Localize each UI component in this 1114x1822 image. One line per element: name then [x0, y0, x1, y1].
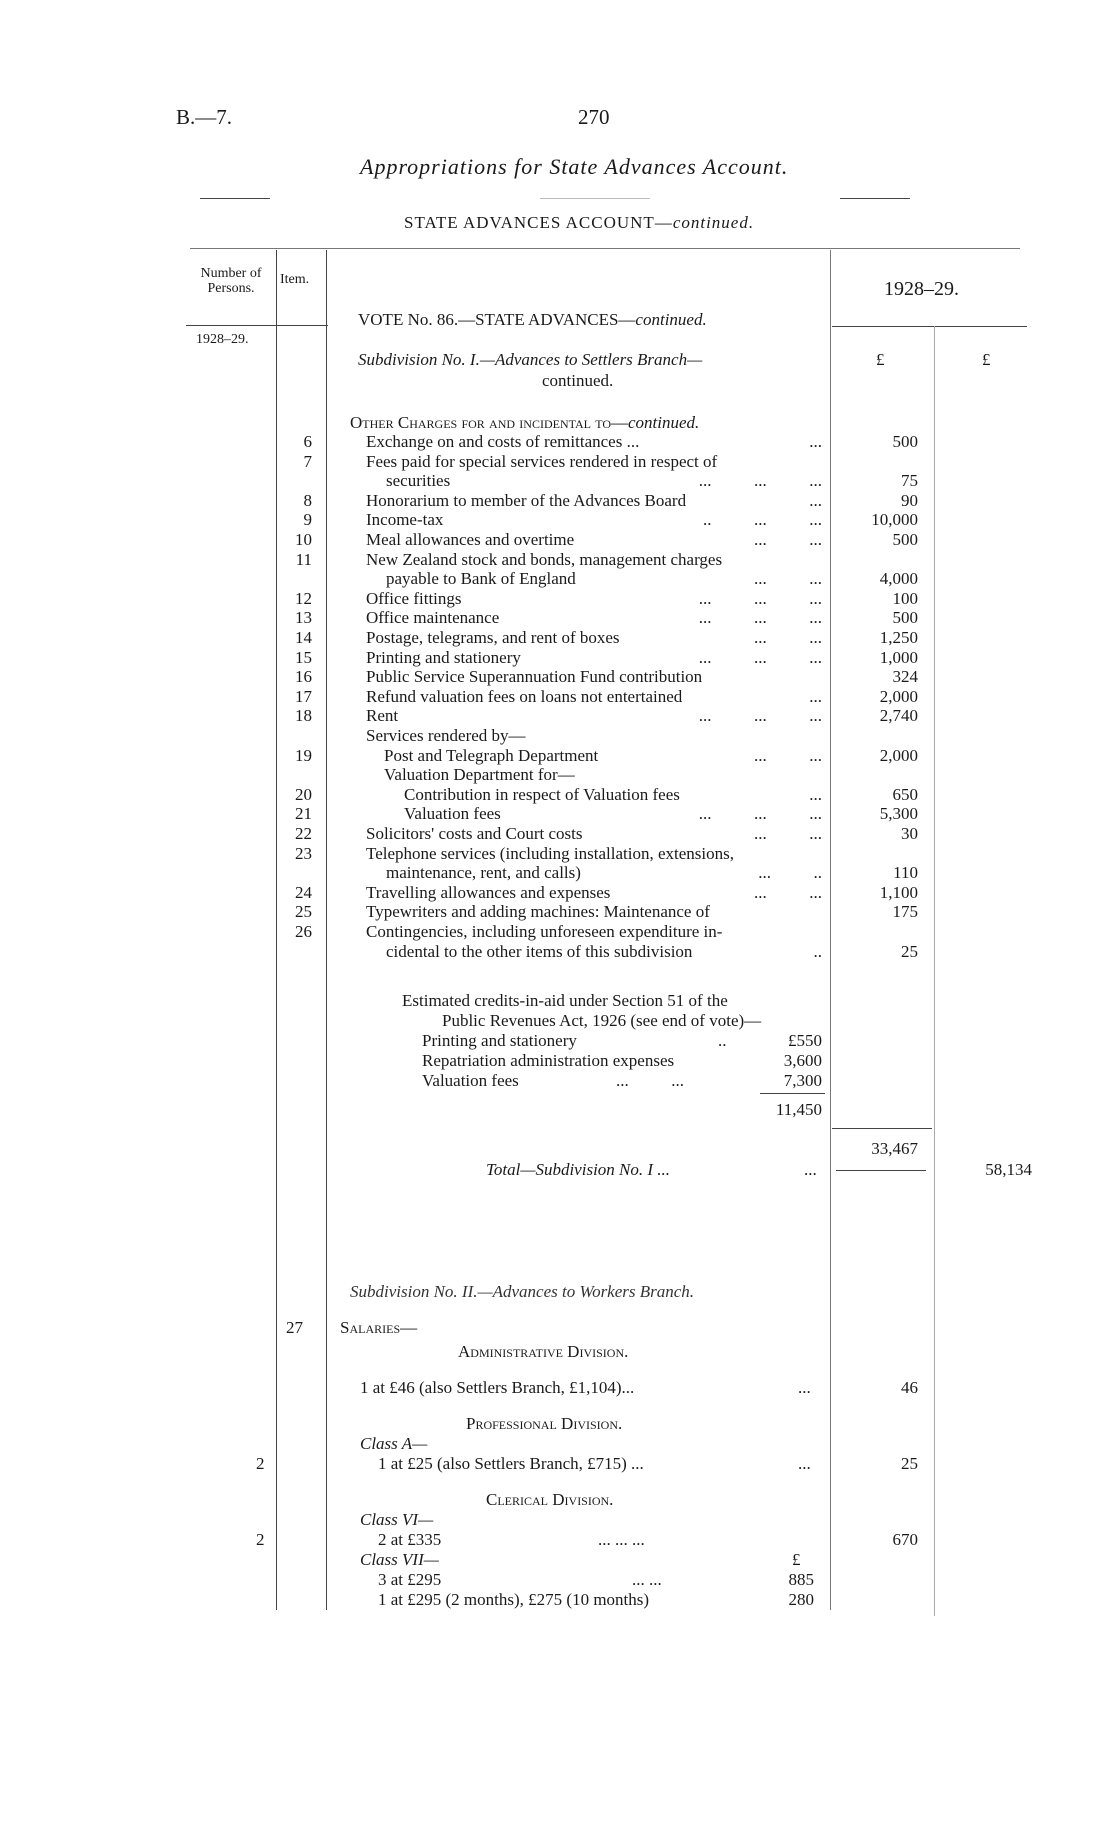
item-amount: 1,250: [879, 628, 918, 647]
item-number: 25: [295, 902, 312, 921]
header-rule: [186, 325, 328, 326]
leader-dots: ... ... ...: [698, 471, 822, 490]
item-number: 16: [295, 667, 312, 686]
total-label: Total—Subdivision No. I ...: [486, 1160, 671, 1179]
sum-rule: [760, 1093, 825, 1094]
credit-label: Repatriation administration expenses: [422, 1051, 675, 1070]
item-number: 6: [303, 432, 312, 451]
item-amount: 500: [892, 608, 918, 627]
item-number: 27: [286, 1318, 303, 1337]
divider: [200, 198, 270, 199]
sum-rule: [832, 1128, 932, 1129]
item-amount: 90: [901, 491, 918, 510]
item-number: 26: [295, 922, 312, 941]
item-amount: 5,300: [879, 804, 918, 823]
item-description: New Zealand stock and bonds, management charges: [366, 550, 723, 569]
item-description: maintenance, rent, and calls): [386, 863, 581, 882]
credit-label: Valuation fees: [422, 1071, 519, 1090]
pound-sign: £: [792, 1550, 801, 1569]
dots: ... ...: [632, 1570, 662, 1589]
item-number: 15: [295, 648, 312, 667]
salary-amount: 280: [788, 1590, 814, 1609]
item-description: cidental to the other items of this subdivision: [386, 942, 693, 961]
item-amount: 175: [892, 902, 918, 921]
item-description: Office fittings: [366, 589, 462, 608]
page-subtitle: STATE ADVANCES ACCOUNT—continued.: [404, 213, 755, 232]
item-number: 13: [295, 608, 312, 627]
leader-dots: ... ...: [754, 824, 822, 843]
item-number: 24: [295, 883, 312, 902]
class-heading: Class VII—: [360, 1550, 439, 1569]
item-amount: 1,000: [879, 648, 918, 667]
item-amount: 30: [901, 824, 918, 843]
credit-amount: £550: [788, 1031, 822, 1050]
item-number: 10: [295, 530, 312, 549]
item-description: Typewriters and adding machines: Maintenance of: [366, 902, 710, 921]
leader-dots: ... ..: [758, 863, 822, 882]
subdivision-heading: Subdivision No. II.—Advances to Workers Branch.: [350, 1282, 695, 1301]
item-amount: 500: [892, 432, 918, 451]
total-amount: 58,134: [985, 1160, 1032, 1179]
item-description: Telephone services (including installation, extensions,: [366, 844, 734, 863]
leader-dots: ... ...: [754, 628, 822, 647]
class-heading: Class A—: [360, 1434, 428, 1453]
leader-dots: ... ...: [754, 746, 822, 765]
leader-dots: ...: [809, 687, 822, 706]
page-title: Appropriations for State Advances Account.: [360, 154, 789, 179]
subtotal-amount: 33,467: [871, 1139, 918, 1158]
item-number: 19: [295, 746, 312, 765]
item-description: Office maintenance: [366, 608, 500, 627]
item-amount: 324: [892, 667, 918, 686]
page-number: 270: [578, 105, 610, 129]
leader-dots: ... ... ...: [698, 608, 822, 627]
dots: ...: [798, 1378, 811, 1397]
leader-dots: ... ... ...: [698, 804, 822, 823]
leader-dots: ...: [809, 491, 822, 510]
salary-line: 1 at £295 (2 months), £275 (10 months): [378, 1590, 650, 1609]
credit-label: Printing and stationery: [422, 1031, 577, 1050]
other-charges-heading: Other Charges for and incidental to—continued.: [350, 413, 700, 432]
item-amount: 500: [892, 530, 918, 549]
credits-total: 11,450: [775, 1100, 822, 1119]
leader-dots: ... ...: [754, 530, 822, 549]
dots: ...: [804, 1160, 817, 1179]
item-description: Fees paid for special services rendered in respect of: [366, 452, 718, 471]
leader-dots: ...: [809, 785, 822, 804]
division-heading: Professional Division.: [466, 1414, 623, 1433]
subdivision-heading-cont: continued.: [542, 371, 614, 390]
pound-sign-header: £: [876, 350, 885, 369]
credits-intro: Public Revenues Act, 1926 (see end of vote)—: [442, 1011, 762, 1030]
item-amount: 650: [892, 785, 918, 804]
leader-dots: ... ... ...: [698, 648, 822, 667]
salary-line: 1 at £46 (also Settlers Branch, £1,104)...: [360, 1378, 635, 1397]
item-number: 11: [295, 550, 312, 569]
dots: ...: [798, 1454, 811, 1473]
leader-dots: ... ...: [754, 569, 822, 588]
item-number: 23: [295, 844, 312, 863]
item-description: Honorarium to member of the Advances Board: [366, 491, 687, 510]
salary-amount: 25: [901, 1454, 918, 1473]
divider: [540, 198, 650, 199]
salary-amount: 46: [901, 1378, 918, 1397]
item-description: Contribution in respect of Valuation fees: [404, 785, 680, 804]
leader-dots: ... ...: [616, 1071, 684, 1090]
class-heading: Class VI—: [360, 1510, 434, 1529]
divider: [840, 198, 910, 199]
item-number: 14: [295, 628, 312, 647]
item-description: Printing and stationery: [366, 648, 521, 667]
item-number: 22: [295, 824, 312, 843]
item-number: 8: [303, 491, 312, 510]
credit-amount: 3,600: [783, 1051, 822, 1070]
salary-line: 3 at £295: [378, 1570, 442, 1589]
salary-amount: 885: [788, 1570, 814, 1589]
item-description: Exchange on and costs of remittances ...: [366, 432, 640, 451]
persons-year: 1928–29.: [196, 332, 249, 347]
item-number: 17: [295, 687, 312, 706]
leader-dots: ... ...: [754, 883, 822, 902]
item-description: Solicitors' costs and Court costs: [366, 824, 583, 843]
item-number: 7: [303, 452, 312, 471]
item-description: payable to Bank of England: [386, 569, 576, 588]
table-top-rule: [190, 248, 1020, 249]
item-description: Income-tax: [366, 510, 444, 529]
item-amount: 110: [893, 863, 918, 882]
doc-reference: B.—7.: [176, 105, 233, 129]
column-rule: [276, 250, 277, 1610]
item-number: 18: [295, 706, 312, 725]
item-description: Meal allowances and overtime: [366, 530, 575, 549]
item-description: Rent: [366, 706, 399, 725]
persons-count: 2: [256, 1454, 265, 1473]
salary-line: 1 at £25 (also Settlers Branch, £715) ...: [378, 1454, 644, 1473]
header-rule: [832, 326, 1027, 327]
item-description: Travelling allowances and expenses: [366, 883, 611, 902]
leader-dots: ..: [718, 1031, 727, 1050]
sum-rule: [836, 1170, 926, 1171]
item-amount: 2,000: [879, 746, 918, 765]
leader-dots: ... ... ...: [698, 589, 822, 608]
item-description: securities: [386, 471, 451, 490]
leader-dots: ...: [809, 432, 822, 451]
item-number: 20: [295, 785, 312, 804]
column-rule: [934, 326, 935, 1616]
salary-amount: 670: [892, 1530, 918, 1549]
item-description: Valuation Department for—: [384, 765, 575, 784]
division-heading: Clerical Division.: [486, 1490, 614, 1509]
item-description: Post and Telegraph Department: [384, 746, 599, 765]
item-amount: 25: [901, 942, 918, 961]
item-column-header: Item.: [280, 272, 310, 287]
salaries-heading: Salaries—: [340, 1318, 418, 1337]
dots: ... ... ...: [598, 1530, 645, 1549]
column-rule: [326, 250, 327, 1610]
column-rule: [830, 250, 831, 1610]
item-description: Postage, telegrams, and rent of boxes: [366, 628, 620, 647]
item-description: Public Service Superannuation Fund contribution: [366, 667, 703, 686]
division-heading: Administrative Division.: [458, 1342, 629, 1361]
persons-column-header: Number of Persons.: [200, 266, 262, 296]
item-description: Contingencies, including unforeseen expenditure in-: [366, 922, 723, 941]
leader-dots: ..: [813, 942, 822, 961]
item-amount: 10,000: [871, 510, 918, 529]
item-amount: 4,000: [879, 569, 918, 588]
item-amount: 1,100: [879, 883, 918, 902]
item-number: 21: [295, 804, 312, 823]
pound-sign-header: £: [982, 350, 991, 369]
item-amount: 75: [901, 471, 918, 490]
item-description: Refund valuation fees on loans not entertained: [366, 687, 683, 706]
vote-heading: VOTE No. 86.—STATE ADVANCES—continued.: [358, 310, 707, 329]
credits-intro: Estimated credits-in-aid under Section 51 of the: [402, 991, 728, 1010]
leader-dots: ... ... ...: [698, 706, 822, 725]
year-column-header: 1928–29.: [884, 278, 959, 300]
persons-count: 2: [256, 1530, 265, 1549]
item-amount: 2,740: [879, 706, 918, 725]
leader-dots: .. ... ...: [703, 510, 822, 529]
item-description: Valuation fees: [404, 804, 501, 823]
item-amount: 100: [892, 589, 918, 608]
item-amount: 2,000: [879, 687, 918, 706]
item-description: Services rendered by—: [366, 726, 526, 745]
salary-line: 2 at £335: [378, 1530, 442, 1549]
credit-amount: 7,300: [783, 1071, 822, 1090]
item-number: 9: [303, 510, 312, 529]
item-number: 12: [295, 589, 312, 608]
subdivision-heading: Subdivision No. I.—Advances to Settlers Branch—: [358, 350, 703, 369]
